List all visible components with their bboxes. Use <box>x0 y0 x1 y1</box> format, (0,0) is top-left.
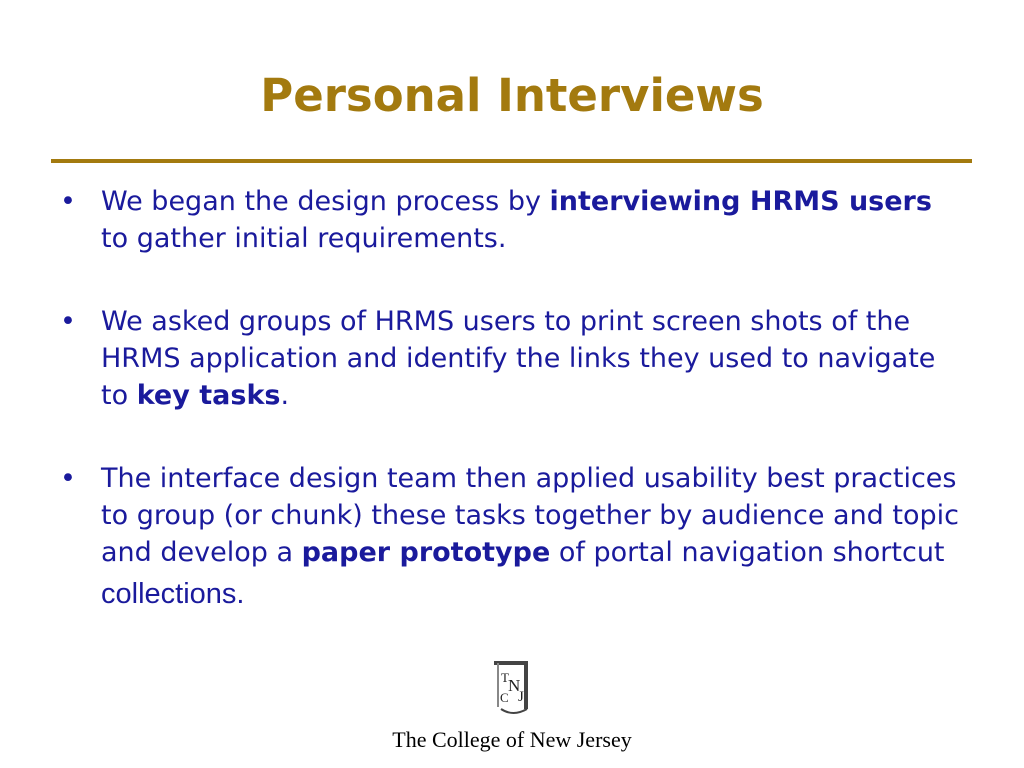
bullet-emphasis: key tasks <box>136 380 281 411</box>
bullet-item <box>60 303 960 414</box>
bullet-text: of portal navigation shortcut <box>550 537 945 568</box>
college-name: The College of New Jersey <box>392 727 632 752</box>
bullet-text: The interface design team then applied usability best practices to group (or chunk) these tasks together by audience and topic and develop a <box>101 463 959 568</box>
monogram-letter: N <box>508 676 521 695</box>
bullet-emphasis: paper prototype <box>301 537 551 568</box>
monogram-letter: T <box>501 670 509 685</box>
bullet-marker: • <box>60 306 76 337</box>
bullet-text: to gather initial requirements. <box>101 223 507 254</box>
bullet-item <box>60 183 960 257</box>
slide-title: Personal Interviews <box>260 69 764 122</box>
bullet-marker: • <box>60 186 76 217</box>
bullet-marker: • <box>60 463 76 494</box>
monogram-letter: J <box>518 689 524 705</box>
bullet-text: We asked groups of HRMS users to print screen shots of the HRMS application and identify the links they used to navigate to <box>101 306 936 411</box>
bullet-list <box>60 183 960 618</box>
bullet-text: . <box>280 380 290 411</box>
monogram-letter: C <box>500 690 509 705</box>
bullet-trailing-text: collections. <box>101 578 245 610</box>
crest-monogram-icon <box>491 660 531 718</box>
bullet-text: We began the design process by <box>101 186 550 217</box>
bullet-emphasis: interviewing HRMS users <box>549 186 932 217</box>
bullet-item <box>60 460 960 618</box>
college-logo <box>380 658 644 762</box>
title-divider <box>51 159 972 163</box>
